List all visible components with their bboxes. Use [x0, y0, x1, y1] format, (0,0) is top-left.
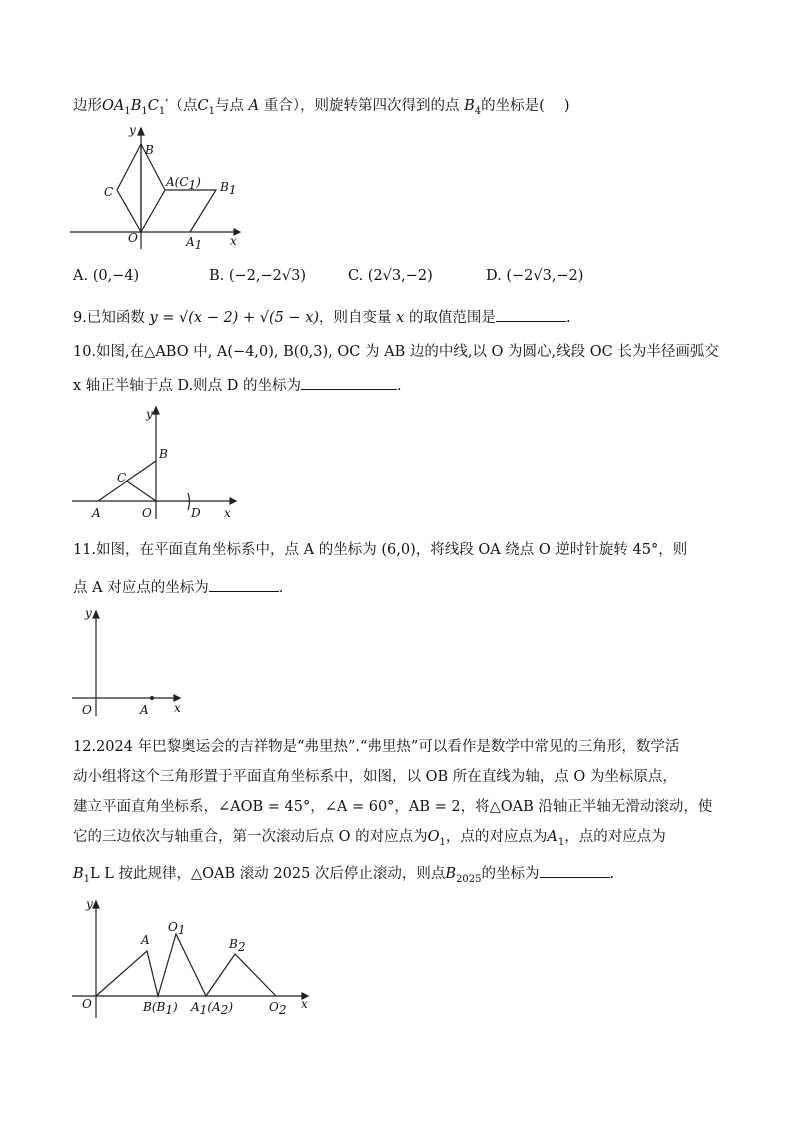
q12-label-B2: B2 [229, 937, 246, 954]
q11-label-y: y [85, 606, 92, 620]
q9-answer-blank[interactable] [496, 306, 566, 322]
q8-label-AC1: A(C1) [166, 175, 201, 192]
q8-stem: 边形$OA_1B_1C_1'$（点$C_1$与点 A 重合），则旋转第四次得到的点 $B_4$的坐标是( ) [73, 98, 570, 117]
q8-parallelogram [165, 190, 216, 232]
q12-label-O2: O2 [269, 1000, 287, 1017]
q11-answer-blank[interactable] [209, 576, 279, 592]
q12-label-A: A [141, 933, 150, 947]
q12-line3: 建立平面直角坐标系，∠AOB = 45°，∠A = 60°，AB = 2，将△OAB 沿轴正半轴无滑动滚动，使 [73, 799, 713, 815]
q8-label-O: O [128, 231, 138, 245]
q12-answer-blank[interactable] [540, 862, 610, 878]
q11-point-A [150, 696, 154, 700]
q11-line2: 点 A 对应点的坐标为 . [73, 576, 283, 598]
q11-figure [70, 606, 190, 716]
q8-label-B1: B1 [220, 180, 237, 197]
q9-function: y = √(x − 2) + √(5 − x) [149, 310, 320, 326]
q10-segment-OC [127, 481, 156, 501]
q8-label-A1: A1 [186, 235, 203, 252]
q12-rolling-triangles [96, 934, 276, 996]
q12-figure [70, 896, 320, 1021]
q10-figure [70, 402, 245, 522]
q8-label-C: C [104, 185, 114, 199]
q10-label-B: B [159, 447, 168, 461]
q8-option-a: A. (0,−4) [73, 268, 140, 284]
q8-label-x: x [230, 234, 237, 248]
q11-line1: 11.如图，在平面直角坐标系中，点 A 的坐标为 (6,0)，将线段 OA 绕点 O 逆时针旋转 45°，则 [73, 542, 688, 558]
q10-line2: x 轴正半轴于点 D.则点 D 的坐标为 . [73, 374, 402, 396]
q12-line2: 动小组将这个三角形置于平面直角坐标系中，如图，以 OB 所在直线为轴，点 O 为坐标原点， [73, 769, 677, 785]
q9-stem: 9.已知函数 y = √(x − 2) + √(5 − x)，则自变量 x 的取值范围是 . [73, 306, 571, 328]
q12-label-BB1: B(B1) [143, 1000, 178, 1017]
q12-label-x: x [301, 997, 308, 1011]
q10-label-D: D [191, 506, 201, 520]
q11-label-x: x [174, 701, 181, 715]
q8-option-d: D. (−2√3,−2) [486, 268, 584, 284]
q8-label-B: B [145, 143, 154, 157]
q10-label-x: x [224, 506, 231, 520]
q8-option-c: C. (2√3,−2) [348, 268, 433, 284]
q10-label-C: C [117, 471, 127, 485]
q8-label-y: y [129, 123, 136, 137]
q8-figure [70, 124, 250, 252]
q12-label-O1: O1 [168, 920, 186, 937]
q10-label-y: y [146, 407, 153, 421]
q10-label-A: A [92, 506, 101, 520]
q11-label-A: A [140, 703, 149, 717]
q10-line1: 10.如图,在△ABO 中, A(−4,0), B(0,3), OC 为 AB 边的中线,以 O 为圆心,线段 OC 长为半径画弧交 [73, 344, 719, 360]
q10-label-O: O [142, 506, 152, 520]
q8-option-b: B. (−2,−2√3) [209, 268, 307, 284]
q12-line4: 它的三边依次与轴重合，第一次滚动后点 O 的对应点为$O_1$，点的对应点为$A_1$，点的对应点为 [73, 829, 666, 848]
q11-label-O: O [82, 703, 92, 717]
q12-label-y: y [86, 897, 93, 911]
q12-line1: 12.2024 年巴黎奥运会的吉祥物是“弗里热”.“弗里热”可以看作是数学中常见的三角形，数学活 [73, 739, 680, 755]
q10-answer-blank[interactable] [301, 374, 397, 390]
q12-label-O: O [82, 997, 92, 1011]
q12-label-A1A2: A1(A2) [191, 1000, 233, 1017]
q12-line5: $B_1L$ L 按此规律，△OAB 滚动 2025 次后停止滚动，则点$B_{2025}$的坐标为 . [73, 862, 614, 884]
